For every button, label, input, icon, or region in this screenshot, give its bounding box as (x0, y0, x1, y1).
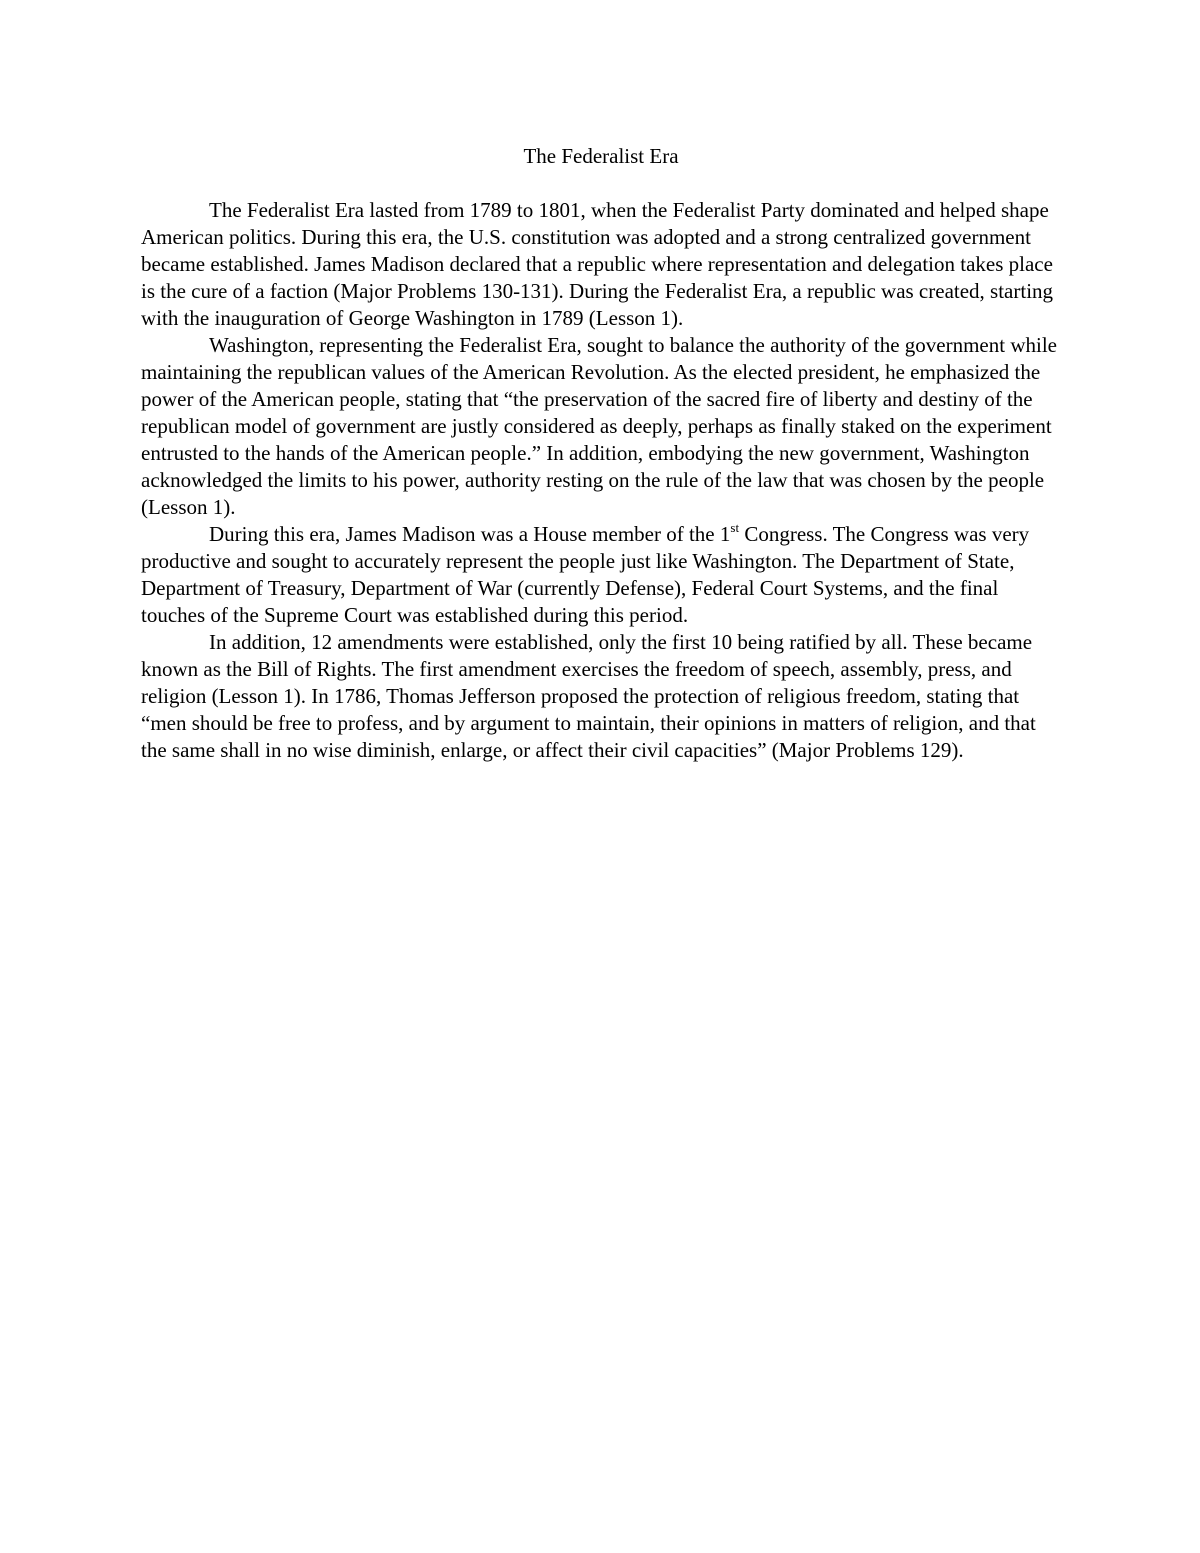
paragraph-4: In addition, 12 amendments were established, only the first 10 being ratified by all. These became known as the Bill of Rights. The first amendment exercises the freedom of speech, assembly, press, and religion (Lesson 1). In 1786, Thomas Jefferson proposed the protection of religious freedom, stating that “men should be free to profess, and by argument to maintain, their opinions in matters of religion, and that the same shall in no wise diminish, enlarge, or affect their civil capacities” (Major Problems 129). (141, 630, 1036, 762)
paragraph-3-end: Congress. The Congress was very productive and sought to accurately represent the people just like Washington. The Department of State, Department of Treasury, Department of War (currently Defense), Federal Court Systems, and the final touches of the Supreme Court was established during this period. (141, 522, 1030, 627)
document-body (141, 143, 1061, 764)
document-title: The Federalist Era (523, 144, 679, 168)
ordinal-superscript: st (730, 520, 740, 535)
paragraph-2: Washington, representing the Federalist Era, sought to balance the authority of the government while maintaining the republican values of the American Revolution. As the elected president, he emphasized the power of the American people, stating that “the preservation of the sacred fire of liberty and destiny of the republican model of government are justly considered as deeply, perhaps as finally staked on the experiment entrusted to the hands of the American people.” In addition, embodying the new government, Washington acknowledged the limits to his power, authority resting on the rule of the law that was chosen by the people (Lesson 1). (141, 333, 1057, 519)
paragraph-3-start: During this era, James Madison was a House member of the 1 (209, 522, 731, 546)
paragraph-1: The Federalist Era lasted from 1789 to 1801, when the Federalist Party dominated and helped shape American politics. During this era, the U.S. constitution was adopted and a strong centralized government became established. James Madison declared that a republic where representation and delegation takes place is the cure of a faction (Major Problems 130-131). During the Federalist Era, a republic was created, starting with the inauguration of George Washington in 1789 (Lesson 1). (141, 198, 1054, 330)
paragraph-3 (141, 521, 1061, 629)
